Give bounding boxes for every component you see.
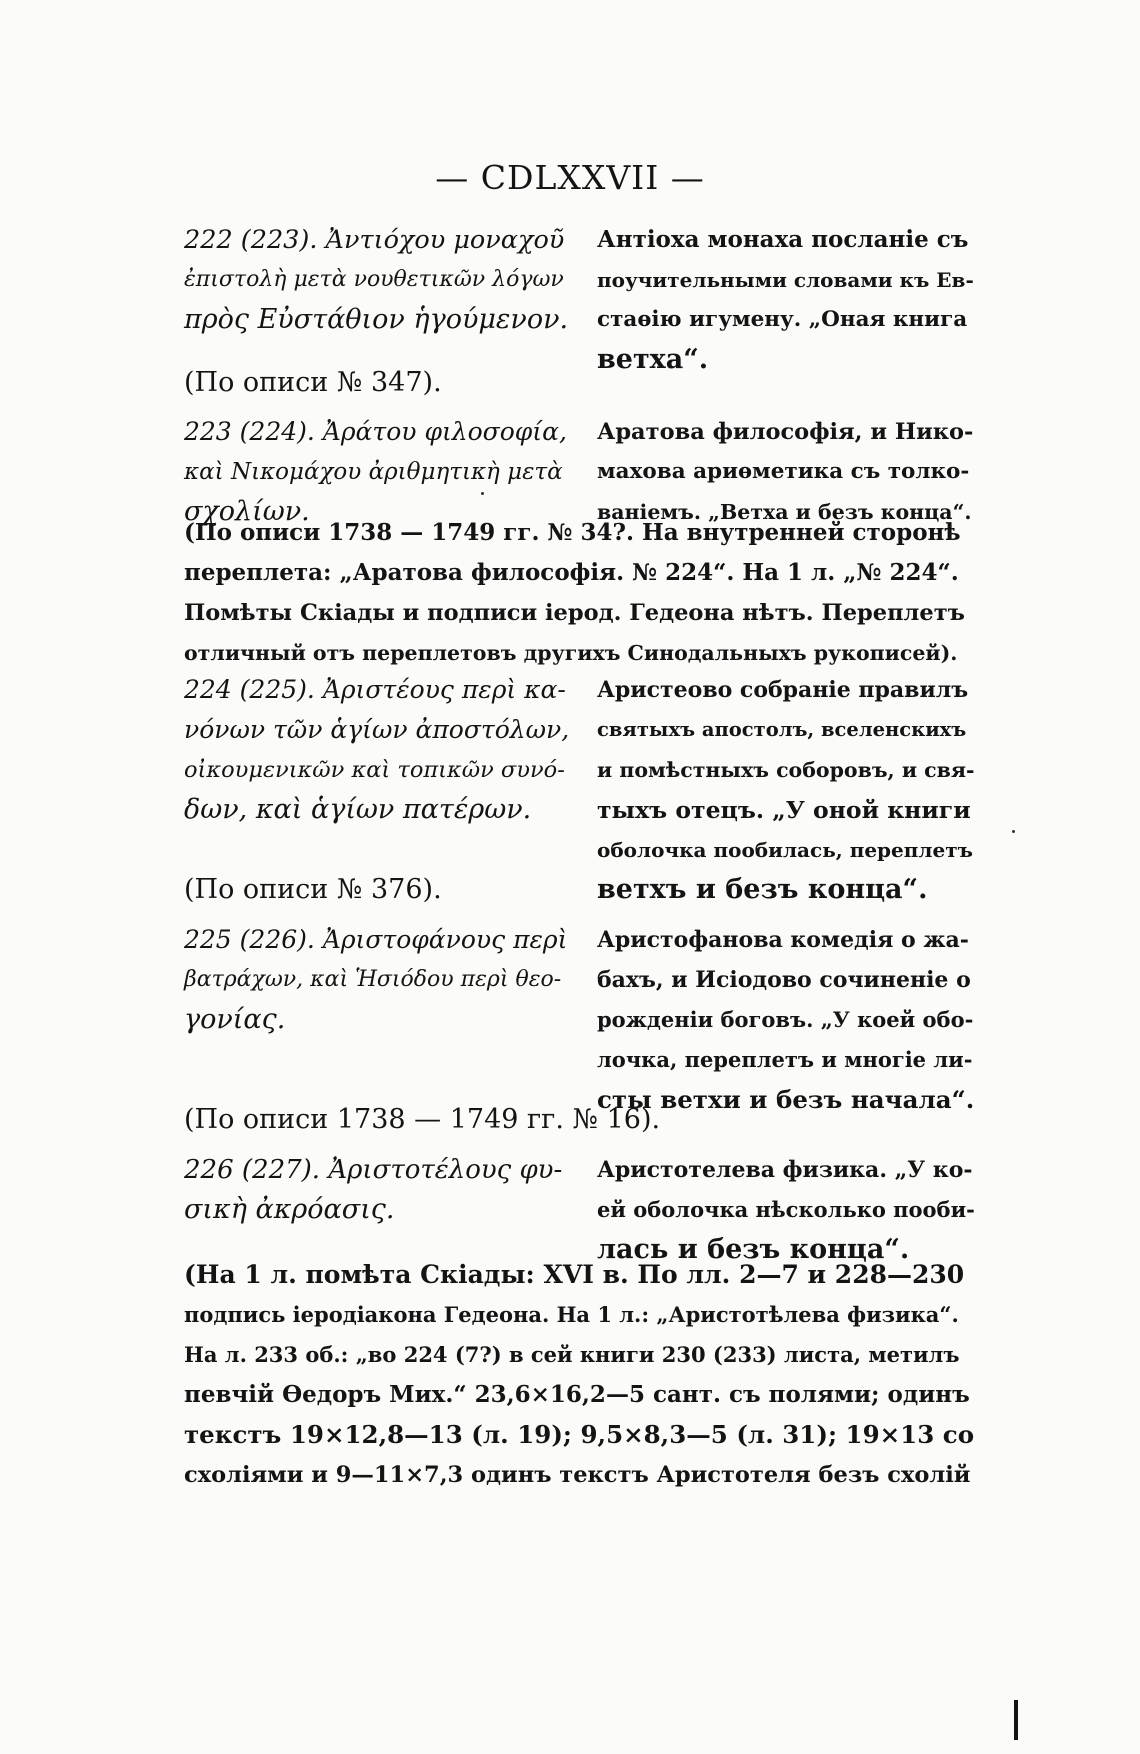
text-line: νόνων τῶν ἁγίων ἀποστόλων, bbox=[184, 715, 570, 744]
text-line: Аристотелева физика. „У ко- bbox=[597, 1157, 973, 1183]
text-line: βατράχων, καὶ Ἡσιόδου περὶ θεο- bbox=[184, 967, 562, 992]
print-speck bbox=[481, 492, 484, 495]
text-line: Аратова философія, и Нико- bbox=[597, 419, 974, 445]
text-line: οἰκουμενικῶν καὶ τοπικῶν συνό- bbox=[184, 757, 565, 783]
text-line: 226 (227). Ἀριστοτέλους φυ- bbox=[184, 1155, 563, 1185]
russian-translation bbox=[597, 670, 975, 910]
text-line: (На 1 л. помѣта Скіады: XVI в. По лл. 2—7 и 228—230 bbox=[184, 1260, 965, 1289]
text-line: σικὴ ἀκρόασις. bbox=[184, 1194, 395, 1225]
text-line: лась и безъ конца“. bbox=[597, 1234, 910, 1265]
text-line: и помѣстныхъ соборовъ, и свя- bbox=[597, 758, 975, 782]
greek-title bbox=[184, 670, 569, 830]
text-line: сты ветхи и безъ начала“. bbox=[597, 1085, 975, 1114]
text-line: (По описи 1738 — 1749 гг. № 34?. На внутренней сторонѣ bbox=[184, 519, 961, 546]
text-line: δων, καὶ ἁγίων πατέρων. bbox=[184, 794, 532, 825]
text-line: Аристеово собраніе правилъ bbox=[597, 677, 969, 703]
text-line: 225 (226). Ἀριστοφάνους περὶ bbox=[184, 925, 568, 954]
text-line: σχολίων. bbox=[184, 496, 310, 527]
text-line: Помѣты Скіады и подписи іерод. Гедеона нѣтъ. Переплетъ bbox=[184, 600, 965, 626]
russian-translation bbox=[597, 1150, 975, 1270]
text-line: ἐπιστολὴ μετὰ νουθετικῶν λόγων bbox=[184, 267, 564, 292]
text-line: γονίας. bbox=[184, 1004, 286, 1035]
text-line: ей оболочка нѣсколько пооби- bbox=[597, 1197, 975, 1222]
russian-translation bbox=[597, 920, 975, 1120]
text-line: ветха“. bbox=[597, 344, 709, 375]
note-226 bbox=[184, 1255, 974, 1495]
text-line: 222 (223). Ἀντιόχου μοναχοῦ bbox=[184, 225, 565, 255]
text-line: лочка, переплетъ и многіе ли- bbox=[597, 1047, 973, 1072]
inventory-ref: (По описи № 376). bbox=[184, 874, 442, 905]
text-line: переплета: „Аратова философія. № 224“. На 1 л. „№ 224“. bbox=[184, 559, 959, 586]
text-line: бахъ, и Исіодово сочиненіе о bbox=[597, 967, 971, 993]
text-line: подпись іеродіакона Гедеона. На 1 л.: „Аристотѣлева физика“. bbox=[184, 1302, 959, 1327]
text-line: καὶ Νικομάχου ἀριθμητικὴ μετὰ bbox=[184, 459, 563, 485]
text-line: На л. 233 об.: „во 224 (7?) в сей книги 230 (233) листа, метилъ bbox=[184, 1342, 960, 1367]
text-line: схоліями и 9—11×7,3 одинъ текстъ Аристотеля безъ схолій bbox=[184, 1462, 971, 1488]
text-line: оболочка пообилась, переплетъ bbox=[597, 838, 973, 862]
page-header: — CDLXXVII — bbox=[435, 158, 705, 197]
text-line: певчій Ѳедоръ Мих.“ 23,6×16,2—5 сант. съ полями; одинъ bbox=[184, 1381, 970, 1408]
print-speck bbox=[1012, 830, 1015, 833]
margin-mark bbox=[1014, 1700, 1018, 1740]
greek-title bbox=[184, 220, 569, 340]
russian-translation bbox=[597, 220, 975, 380]
text-line: стаѳію игумену. „Оная книга bbox=[597, 307, 968, 332]
text-line: Антіоха монаха посланіе съ bbox=[597, 226, 969, 253]
text-line: рожденіи боговъ. „У коей обо- bbox=[597, 1007, 974, 1032]
text-line: махова ариѳметика съ толко- bbox=[597, 459, 970, 484]
text-line: Аристофанова комедія о жа- bbox=[597, 927, 969, 953]
text-line: тыхъ отецъ. „У оной книги bbox=[597, 796, 971, 824]
text-line: ваніемъ. „Ветха и безъ конца“. bbox=[597, 500, 972, 524]
text-line: 223 (224). Ἀράτου φιλοσοφία, bbox=[184, 417, 567, 446]
text-line: отличный отъ переплетовъ другихъ Синодальныхъ рукописей). bbox=[184, 641, 958, 665]
note-223 bbox=[184, 513, 974, 673]
text-line: текстъ 19×12,8—13 (л. 19); 9,5×8,3—5 (л. 31); 19×13 со bbox=[184, 1420, 975, 1449]
text-line: ветхъ и безъ конца“. bbox=[597, 874, 928, 905]
inventory-ref: (По описи 1738 — 1749 гг. № 16). bbox=[184, 1104, 661, 1135]
text-line: святыхъ апостолъ, вселенскихъ bbox=[597, 718, 967, 741]
text-line: поучительными словами къ Ев- bbox=[597, 268, 974, 292]
greek-title bbox=[184, 1150, 569, 1230]
text-line: πρὸς Εὐστάθιον ἡγούμενον. bbox=[184, 304, 569, 335]
text-line: 224 (225). Ἀριστέους περὶ κα- bbox=[184, 675, 566, 704]
greek-title bbox=[184, 920, 569, 1040]
inventory-ref: (По описи № 347). bbox=[184, 367, 442, 398]
